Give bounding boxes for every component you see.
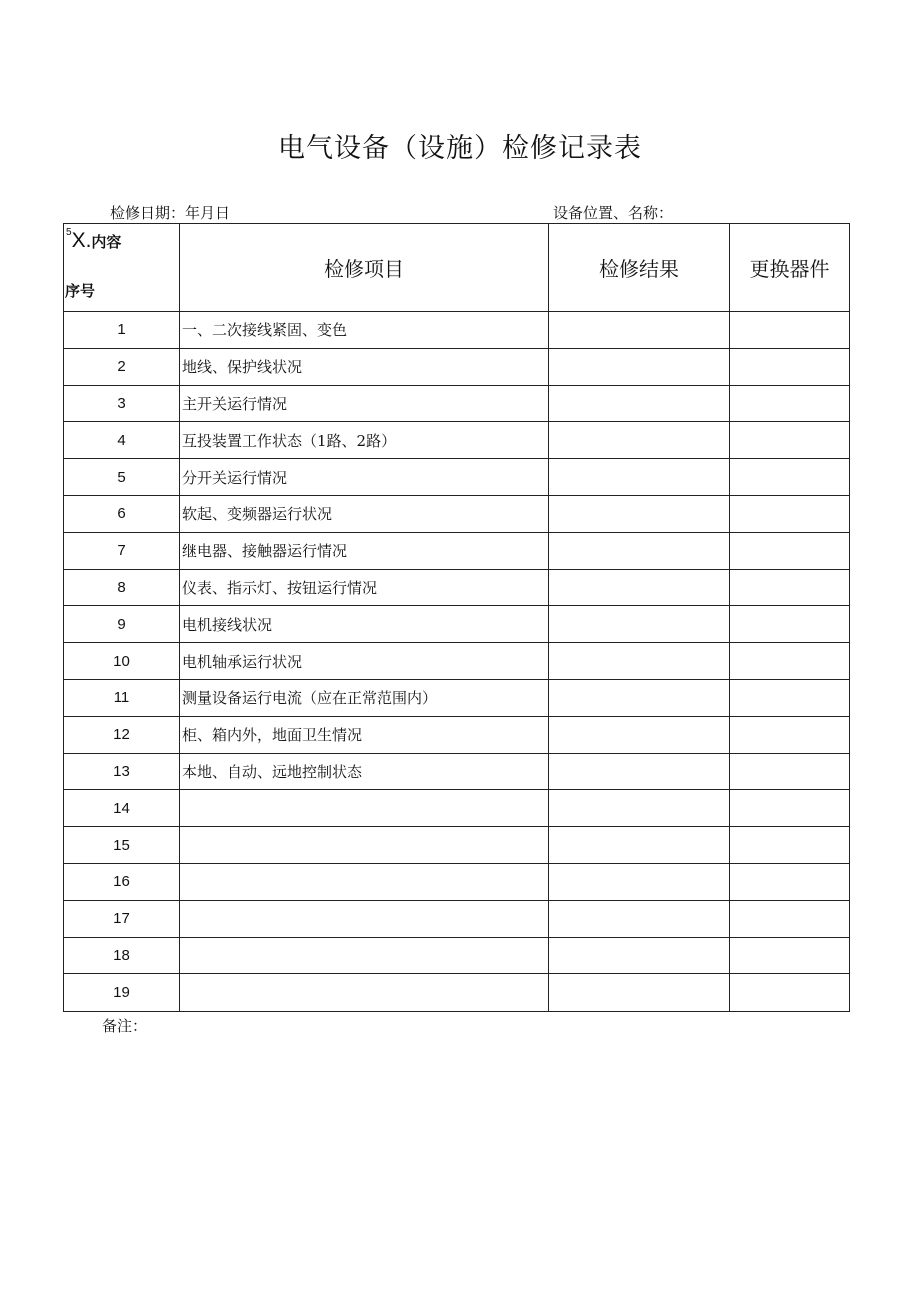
table-row [64, 643, 850, 680]
table-row [64, 606, 850, 643]
row-replaced-parts-cell[interactable] [730, 532, 850, 569]
row-result-cell[interactable] [549, 679, 730, 716]
table-row [64, 385, 850, 422]
row-replaced-parts-cell[interactable] [730, 937, 850, 974]
row-inspection-item: 一、二次接线紧固、变色 [180, 312, 549, 349]
table-row [64, 900, 850, 937]
corner-big: X. [71, 228, 92, 252]
row-inspection-item: 分开关运行情况 [180, 459, 549, 496]
corner-serial-label: 序号 [65, 282, 96, 300]
row-number: 2 [64, 348, 180, 385]
row-number: 7 [64, 532, 180, 569]
row-result-cell[interactable] [549, 643, 730, 680]
row-number: 18 [64, 937, 180, 974]
table-row [64, 827, 850, 864]
row-result-cell[interactable] [549, 937, 730, 974]
table-row [64, 459, 850, 496]
row-replaced-parts-cell[interactable] [730, 606, 850, 643]
row-result-cell[interactable] [549, 495, 730, 532]
row-replaced-parts-cell[interactable] [730, 827, 850, 864]
row-result-cell[interactable] [549, 827, 730, 864]
row-number: 3 [64, 385, 180, 422]
row-replaced-parts-cell[interactable] [730, 348, 850, 385]
row-replaced-parts-cell[interactable] [730, 643, 850, 680]
row-inspection-item: 仪表、指示灯、按钮运行情况 [180, 569, 549, 606]
row-number: 13 [64, 753, 180, 790]
row-result-cell[interactable] [549, 606, 730, 643]
row-inspection-item [180, 937, 549, 974]
table-header-row [64, 224, 850, 312]
table-row [64, 348, 850, 385]
row-replaced-parts-cell[interactable] [730, 753, 850, 790]
row-result-cell[interactable] [549, 974, 730, 1012]
row-result-cell[interactable] [549, 348, 730, 385]
table-row [64, 569, 850, 606]
row-number: 11 [64, 679, 180, 716]
table-row [64, 679, 850, 716]
row-replaced-parts-cell[interactable] [730, 495, 850, 532]
row-number: 12 [64, 716, 180, 753]
table-row [64, 863, 850, 900]
row-result-cell[interactable] [549, 569, 730, 606]
row-replaced-parts-cell[interactable] [730, 974, 850, 1012]
row-inspection-item: 地线、保护线状况 [180, 348, 549, 385]
row-inspection-item: 电机接线状况 [180, 606, 549, 643]
row-inspection-item [180, 827, 549, 864]
row-inspection-item: 软起、变频器运行状况 [180, 495, 549, 532]
row-number: 4 [64, 422, 180, 459]
page-title: 电气设备（设施）检修记录表 [278, 133, 642, 164]
row-result-cell[interactable] [549, 863, 730, 900]
header-inspection-item: 检修项目 [180, 224, 549, 312]
table-row [64, 532, 850, 569]
row-inspection-item: 柜、箱内外，地面卫生情况 [180, 716, 549, 753]
row-number: 5 [64, 459, 180, 496]
table-row [64, 312, 850, 349]
row-result-cell[interactable] [549, 900, 730, 937]
row-replaced-parts-cell[interactable] [730, 679, 850, 716]
row-inspection-item: 本地、自动、远地控制状态 [180, 753, 549, 790]
row-replaced-parts-cell[interactable] [730, 422, 850, 459]
table-row [64, 790, 850, 827]
table-row [64, 495, 850, 532]
row-inspection-item [180, 790, 549, 827]
row-number: 9 [64, 606, 180, 643]
row-result-cell[interactable] [549, 385, 730, 422]
table-row [64, 937, 850, 974]
inspection-date-label: 检修日期：年月日 [110, 204, 231, 222]
equipment-location-label: 设备位置、名称： [553, 204, 674, 222]
row-replaced-parts-cell[interactable] [730, 459, 850, 496]
remarks-label: 备注： [102, 1017, 148, 1035]
row-result-cell[interactable] [549, 790, 730, 827]
row-inspection-item: 互投装置工作状态（1路、2路） [180, 422, 549, 459]
row-replaced-parts-cell[interactable] [730, 790, 850, 827]
row-replaced-parts-cell[interactable] [730, 385, 850, 422]
row-result-cell[interactable] [549, 422, 730, 459]
row-inspection-item: 继电器、接触器运行情况 [180, 532, 549, 569]
row-result-cell[interactable] [549, 532, 730, 569]
row-replaced-parts-cell[interactable] [730, 863, 850, 900]
row-inspection-item: 主开关运行情况 [180, 385, 549, 422]
row-result-cell[interactable] [549, 459, 730, 496]
row-inspection-item [180, 863, 549, 900]
row-number: 17 [64, 900, 180, 937]
row-result-cell[interactable] [549, 312, 730, 349]
row-number: 15 [64, 827, 180, 864]
row-number: 19 [64, 974, 180, 1012]
table-row [64, 974, 850, 1012]
corner-header-cell [64, 224, 180, 312]
row-number: 8 [64, 569, 180, 606]
row-replaced-parts-cell[interactable] [730, 312, 850, 349]
row-number: 14 [64, 790, 180, 827]
inspection-record-table [63, 223, 850, 1012]
row-number: 6 [64, 495, 180, 532]
row-replaced-parts-cell[interactable] [730, 900, 850, 937]
row-inspection-item [180, 974, 549, 1012]
row-number: 1 [64, 312, 180, 349]
row-result-cell[interactable] [549, 753, 730, 790]
row-number: 10 [64, 643, 180, 680]
table-row [64, 716, 850, 753]
row-inspection-item: 电机轴承运行状况 [180, 643, 549, 680]
row-number: 16 [64, 863, 180, 900]
corner-sup: 5 [66, 226, 72, 238]
row-replaced-parts-cell[interactable] [730, 569, 850, 606]
table-row [64, 753, 850, 790]
row-result-cell[interactable] [549, 716, 730, 753]
corner-content-label: 内容 [91, 233, 122, 251]
table-row [64, 422, 850, 459]
row-inspection-item: 测量设备运行电流（应在正常范围内） [180, 679, 549, 716]
header-inspection-result: 检修结果 [549, 224, 730, 312]
header-replaced-parts: 更换器件 [730, 224, 850, 312]
row-inspection-item [180, 900, 549, 937]
row-replaced-parts-cell[interactable] [730, 716, 850, 753]
